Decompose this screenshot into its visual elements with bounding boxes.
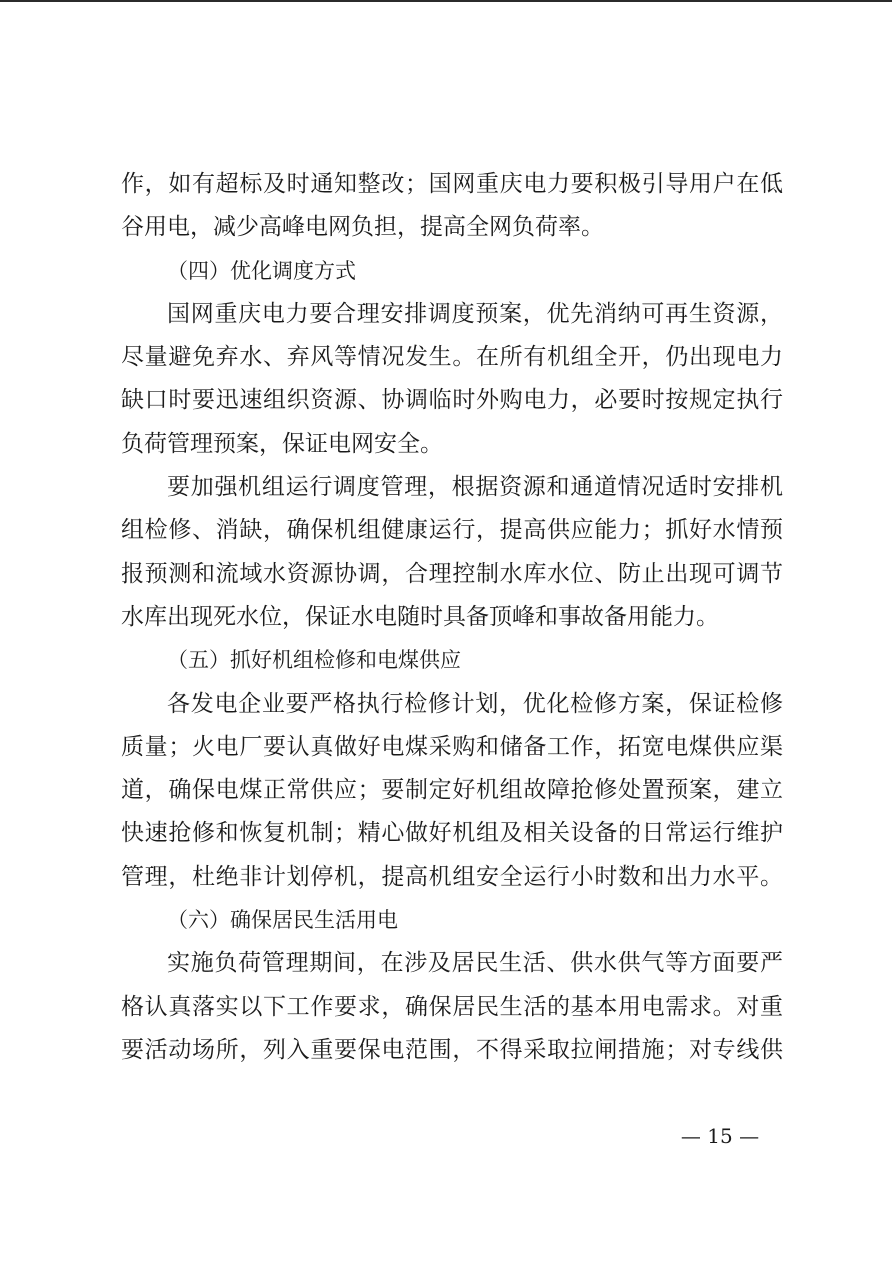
text-line: 尽量避免弃水、弃风等情况发生。在所有机组全开，仍出现电力 xyxy=(121,344,783,371)
text-line: 水库出现死水位，保证水电随时具备顶峰和事故备用能力。 xyxy=(121,603,719,630)
text-line: 管理，杜绝非计划停机，提高机组安全运行小时数和出力水平。 xyxy=(121,863,783,890)
text-line: 各发电企业要严格执行检修计划，优化检修方案，保证检修 xyxy=(167,690,783,717)
text-line: 作，如有超标及时通知整改；国网重庆电力要积极引导用户在低 xyxy=(121,171,783,197)
text-line: 道，确保电煤正常供应；要制定好机组故障抢修处置预案，建立 xyxy=(121,777,783,804)
text-line: 国网重庆电力要合理安排调度预案，优先消纳可再生资源， xyxy=(167,300,783,327)
text-line: 报预测和流域水资源协调，合理控制水库水位、防止出现可调节 xyxy=(121,560,783,587)
text-line: 格认真落实以下工作要求，确保居民生活的基本用电需求。对重 xyxy=(121,993,783,1020)
text-line: 谷用电，减少高峰电网负担，提高全网负荷率。 xyxy=(121,214,604,241)
text-line: 质量；火电厂要认真做好电煤采购和储备工作，拓宽电煤供应渠 xyxy=(121,733,783,760)
text-line: 组检修、消缺，确保机组健康运行，提高供应能力；抓好水情预 xyxy=(121,517,783,544)
text-line: 负荷管理预案，保证电网安全。 xyxy=(121,430,443,457)
text-line: 要加强机组运行调度管理，根据资源和通道情况适时安排机 xyxy=(167,474,783,501)
section-heading-4: （四）优化调度方式 xyxy=(167,258,356,283)
top-border-rule xyxy=(0,0,892,2)
text-line: 要活动场所，列入重要保电范围，不得采取拉闸措施；对专线供 xyxy=(121,1036,783,1063)
text-line: 缺口时要迅速组织资源、协调临时外购电力，必要时按规定执行 xyxy=(121,387,783,414)
text-line: 快速抢修和恢复机制；精心做好机组及相关设备的日常运行维护 xyxy=(121,820,783,847)
section-heading-5: （五）抓好机组检修和电煤供应 xyxy=(167,648,461,673)
text-line: 实施负荷管理期间，在涉及居民生活、供水供气等方面要严 xyxy=(167,950,783,977)
page-number: — 15 — xyxy=(680,1124,760,1148)
document-body xyxy=(121,163,783,1072)
section-heading-6: （六）确保居民生活用电 xyxy=(167,908,398,933)
